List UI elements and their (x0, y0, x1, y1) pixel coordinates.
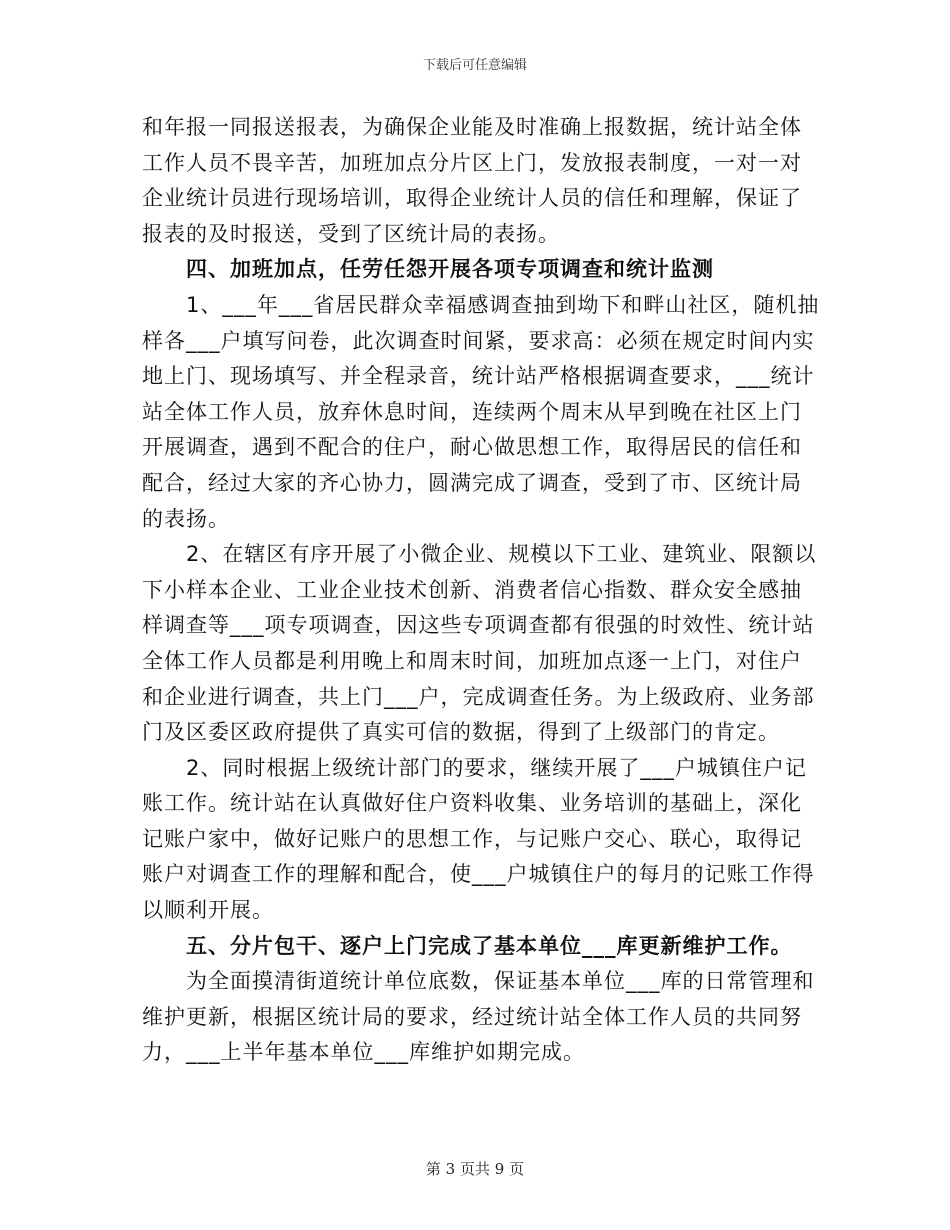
text-line: 账户对调查工作的理解和配合，使___户城镇住户的每月的记账工作得 (142, 862, 815, 887)
text-line: 样各___户填写问卷，此次调查时间紧，要求高：必须在规定时间内实 (142, 328, 815, 353)
text-line: 样调查等___项专项调查，因这些专项调查都有很强的时效性、统计站 (142, 613, 815, 638)
text-line: 的表扬。 (142, 506, 230, 531)
text-line: 2、同时根据上级统计部门的要求，继续开展了___户城镇住户记 (186, 755, 807, 780)
page-footer: 第 3 页共 9 页 (425, 1160, 525, 1178)
text-line: 2、在辖区有序开展了小微企业、规模以下工业、建筑业、限额以 (186, 542, 817, 567)
text-line: 以顺利开展。 (142, 898, 274, 923)
text-line: 门及区委区政府提供了真实可信的数据，得到了上级部门的肯定。 (142, 720, 780, 745)
text-line: 地上门、现场填写、并全程录音，统计站严格根据调查要求，___统计 (142, 364, 815, 389)
text-line: 维护更新，根据区统计局的要求，经过统计站全体工作人员的共同努 (142, 1004, 802, 1029)
text-line: 报表的及时报送，受到了区统计局的表扬。 (142, 221, 560, 246)
text-line: 全体工作人员都是利用晚上和周末时间，加班加点逐一上门，对住户 (142, 648, 802, 673)
section-heading: 四、加班加点，任劳任怨开展各项专项调查和统计监测 (186, 257, 714, 282)
text-line: 为全面摸清街道统计单位底数，保证基本单位___库的日常管理和 (186, 969, 815, 994)
text-line: 下小样本企业、工业企业技术创新、消费者信心指数、群众安全感抽 (142, 577, 802, 602)
text-line: 账工作。统计站在认真做好住户资料收集、业务培训的基础上，深化 (142, 791, 802, 816)
section-heading: 五、分片包干、逐户上门完成了基本单位___库更新维护工作。 (186, 933, 793, 958)
text-line: 和年报一同报送报表，为确保企业能及时准确上报数据，统计站全体 (142, 115, 802, 139)
text-line: 和企业进行调查，共上门___户，完成调查任务。为上级政府、业务部 (142, 684, 815, 709)
text-line: 站全体工作人员，放弃休息时间，连续两个周末从早到晚在社区上门 (142, 399, 802, 424)
document-body (142, 110, 820, 1071)
text-line: 记账户家中，做好记账户的思想工作，与记账户交心、联心，取得记 (142, 826, 802, 851)
text-line: 1、___年___省居民群众幸福感调查抽到坳下和畔山社区，随机抽 (186, 292, 820, 317)
text-line: 企业统计员进行现场培训，取得企业统计人员的信任和理解，保证了 (142, 186, 802, 211)
text-line: 配合，经过大家的齐心协力，圆满完成了调查，受到了市、区统计局 (142, 470, 802, 495)
text-line: 力，___上半年基本单位___库维护如期完成。 (142, 1040, 585, 1065)
text-line: 工作人员不畏辛苦，加班加点分片区上门，发放报表制度，一对一对 (142, 150, 802, 175)
text-line: 开展调查，遇到不配合的住户，耐心做思想工作，取得居民的信任和 (142, 435, 802, 460)
page-header: 下载后可任意编辑 (422, 58, 527, 73)
